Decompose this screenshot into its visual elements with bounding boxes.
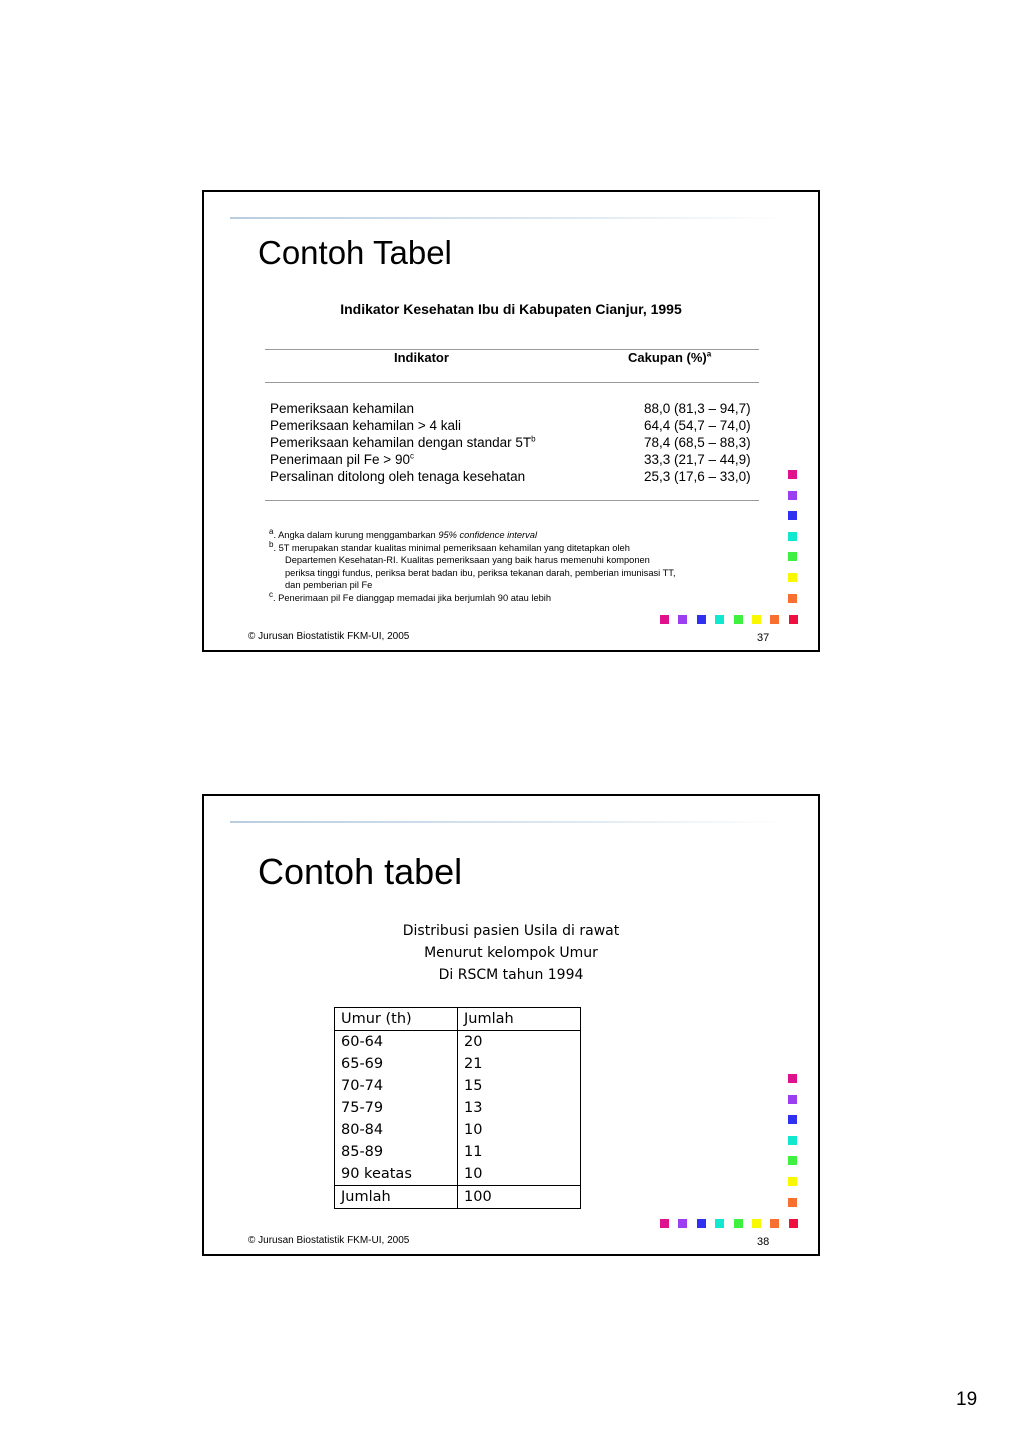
footnote-a xyxy=(269,526,739,542)
cell-umur: 65-69 xyxy=(335,1053,458,1075)
cell-umur: 75-79 xyxy=(335,1097,458,1119)
footnote-b-line2: Departemen Kesehatan-RI. Kualitas pemeriksaan yang baik harus memenuhi komponen xyxy=(285,555,650,565)
footnote-b-line3: periksa tinggi fundus, periksa berat badan ibu, periksa tekanan darah, pemberian imunisasi TT, xyxy=(285,567,676,578)
indicator-table-body xyxy=(270,400,760,485)
decor-square xyxy=(788,552,797,561)
header-cakupan-sup: a xyxy=(706,349,712,359)
decor-square xyxy=(734,615,743,624)
decor-square xyxy=(788,1136,797,1145)
row-label-text: Pemeriksaan kehamilan > 4 kali xyxy=(270,418,461,433)
slide-title: Contoh tabel xyxy=(258,851,463,892)
decor-squares-horizontal xyxy=(660,615,798,624)
page-number: 19 xyxy=(956,1389,978,1410)
decor-square xyxy=(789,1219,798,1228)
table-caption: Indikator Kesehatan Ibu di Kabupaten Cianjur, 1995 xyxy=(340,301,682,317)
decor-squares-vertical xyxy=(788,470,797,614)
table-row xyxy=(270,451,760,468)
decor-square xyxy=(788,1198,797,1207)
table-caption xyxy=(204,920,818,986)
table-row xyxy=(270,400,760,417)
cell-umur: 80-84 xyxy=(335,1119,458,1141)
footnote-b-line1: . 5T merupakan standar kualitas minimal pemeriksaan kehamilan yang ditetapkan oleh xyxy=(273,542,630,553)
cell-jumlah: 15 xyxy=(464,1078,483,1094)
decor-square xyxy=(697,615,706,624)
cell-umur: 60-64 xyxy=(335,1031,458,1054)
table-row xyxy=(335,1097,581,1119)
table-row xyxy=(270,468,760,485)
cell-umur: 90 keatas xyxy=(335,1163,458,1186)
decor-square xyxy=(770,615,779,624)
cell-umur: 70-74 xyxy=(335,1075,458,1097)
caption-line-3: Di RSCM tahun 1994 xyxy=(438,967,584,983)
decor-square xyxy=(660,615,669,624)
row-label xyxy=(270,468,610,485)
footnote-b-mark: b xyxy=(269,539,274,549)
decor-square xyxy=(788,1115,797,1124)
table-row xyxy=(335,1163,581,1186)
decor-square xyxy=(788,1177,797,1186)
table-row xyxy=(270,417,760,434)
decor-square xyxy=(660,1219,669,1228)
slide-38 xyxy=(202,794,820,1256)
decor-square xyxy=(788,594,797,603)
row-value: 78,4 (68,5 – 88,3) xyxy=(644,435,751,450)
decor-square xyxy=(715,615,724,624)
footnote-b-line4: dan pemberian pil Fe xyxy=(285,580,373,590)
decor-square xyxy=(678,615,687,624)
decor-square xyxy=(752,615,761,624)
slide-number: 38 xyxy=(757,1236,770,1248)
row-label-text: Pemeriksaan kehamilan xyxy=(270,401,415,416)
footnote-b xyxy=(269,539,739,555)
decor-square xyxy=(734,1219,743,1228)
table-header-rule xyxy=(265,382,759,383)
slide-title: Contoh Tabel xyxy=(258,234,452,271)
decor-square xyxy=(788,1074,797,1083)
title-divider xyxy=(230,217,790,219)
row-label xyxy=(270,400,610,417)
cell-umur: 85-89 xyxy=(335,1141,458,1163)
total-value: 100 xyxy=(458,1186,581,1209)
decor-square xyxy=(697,1219,706,1228)
table-row xyxy=(335,1075,581,1097)
footer-copyright: © Jurusan Biostatistik FKM-UI, 2005 xyxy=(248,631,410,642)
decor-square xyxy=(715,1219,724,1228)
cell-jumlah: 11 xyxy=(464,1144,483,1160)
footnote-c xyxy=(269,589,739,605)
header-umur: Umur (th) xyxy=(335,1008,458,1031)
table-row xyxy=(270,434,760,451)
footnote-a-mark: a xyxy=(269,526,274,536)
row-value: 64,4 (54,7 – 74,0) xyxy=(644,418,751,433)
decor-square xyxy=(788,491,797,500)
row-label xyxy=(270,417,610,434)
decor-square xyxy=(752,1219,761,1228)
decor-square xyxy=(788,1156,797,1165)
decor-square xyxy=(678,1219,687,1228)
title-divider xyxy=(230,821,790,823)
cell-jumlah: 21 xyxy=(464,1056,483,1072)
cell-jumlah: 10 xyxy=(464,1122,483,1138)
row-label-text: Pemeriksaan kehamilan dengan standar 5T xyxy=(270,435,532,450)
row-label xyxy=(270,434,610,451)
table-row xyxy=(335,1141,581,1163)
cell-jumlah: 13 xyxy=(464,1100,483,1116)
age-distribution-table xyxy=(334,1007,581,1209)
cell-jumlah: 10 xyxy=(464,1166,483,1182)
cell-jumlah: 20 xyxy=(464,1034,483,1050)
footer-copyright: © Jurusan Biostatistik FKM-UI, 2005 xyxy=(248,1235,410,1246)
decor-square xyxy=(789,615,798,624)
caption-line-1: Distribusi pasien Usila di rawat xyxy=(402,923,620,939)
caption-line-2: Menurut kelompok Umur xyxy=(424,945,598,961)
total-label: Jumlah xyxy=(335,1186,458,1209)
header-cakupan-text: Cakupan (%) xyxy=(628,350,707,365)
row-label-sup: b xyxy=(531,434,536,444)
decor-square xyxy=(788,573,797,582)
table-row xyxy=(335,1031,581,1054)
decor-square xyxy=(770,1219,779,1228)
table-row xyxy=(335,1053,581,1075)
decor-square xyxy=(788,470,797,479)
table-header-row xyxy=(335,1008,581,1031)
row-value: 25,3 (17,6 – 33,0) xyxy=(644,469,751,484)
decor-square xyxy=(788,511,797,520)
decor-squares-horizontal xyxy=(660,1219,798,1228)
footnote-a-italic: 95% confidence interval xyxy=(438,530,538,540)
decor-square xyxy=(788,1095,797,1104)
row-label-sup: c xyxy=(409,451,414,461)
row-value: 88,0 (81,3 – 94,7) xyxy=(644,401,751,416)
footnote-c-text: . Penerimaan pil Fe dianggap memadai jika berjumlah 90 atau lebih xyxy=(273,592,552,603)
header-jumlah: Jumlah xyxy=(458,1008,581,1031)
table-bottom-rule xyxy=(265,500,759,501)
header-indikator: Indikator xyxy=(394,350,449,365)
table-footnotes xyxy=(269,526,739,604)
table-total-row xyxy=(335,1186,581,1209)
row-label-text: Penerimaan pil Fe > 90 xyxy=(270,452,410,467)
footnote-c-mark: c xyxy=(269,589,273,599)
footnote-a-text: . Angka dalam kurung menggambarkan xyxy=(273,530,439,540)
table-row xyxy=(335,1119,581,1141)
slide-37 xyxy=(202,190,820,652)
decor-squares-vertical xyxy=(788,1074,797,1218)
row-label xyxy=(270,451,610,468)
row-value: 33,3 (21,7 – 44,9) xyxy=(644,452,751,467)
slide-number: 37 xyxy=(757,632,770,644)
row-label-text: Persalinan ditolong oleh tenaga kesehatan xyxy=(270,469,526,484)
decor-square xyxy=(788,532,797,541)
header-cakupan xyxy=(628,350,711,365)
